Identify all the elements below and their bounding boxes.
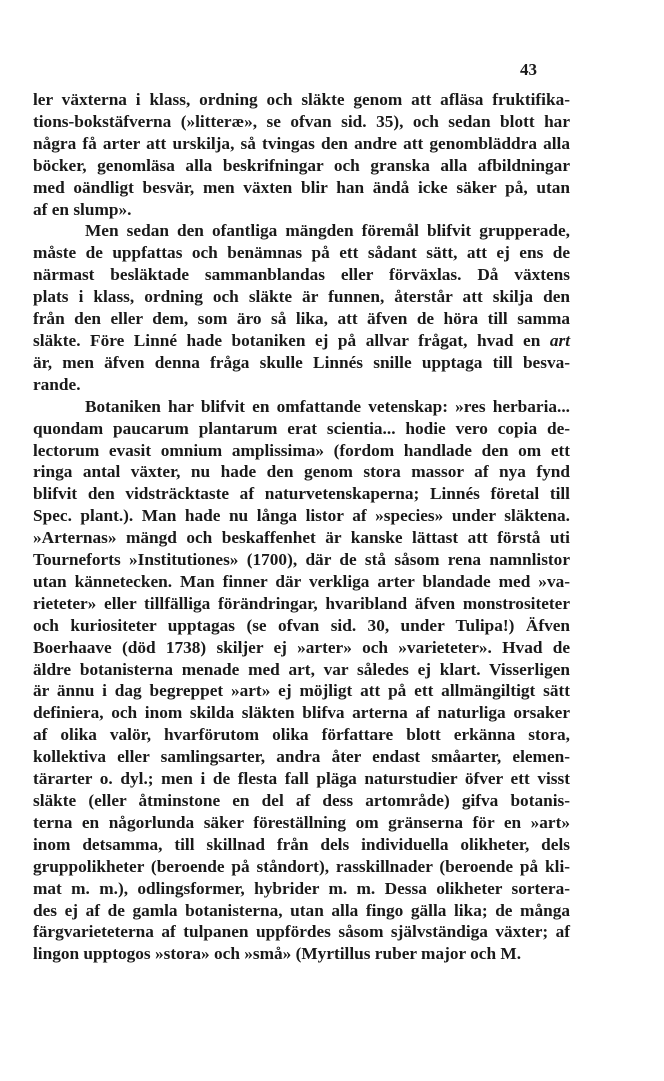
text-line: plats i klass, ordning och släkte är funnen, återstår att skilja den xyxy=(33,287,570,307)
body-text xyxy=(33,89,570,965)
text-line: blifvit den vidsträcktaste af naturvetenskaperna; Linnés företal till xyxy=(33,484,570,504)
text-line: lectorum evasit omnium amplissima» (fordom handlade den om ett xyxy=(33,440,570,460)
text-line xyxy=(33,330,570,352)
text-line: är ännu i dag begreppet »art» ej möjligt att på ett allmängiltigt sätt xyxy=(33,681,570,701)
text-line: terna en någorlunda säker föreställning om gränserna för en »art» xyxy=(33,812,570,832)
text-line: närmast besläktade sammanblandas eller förväxlas. Då växtens xyxy=(33,265,570,285)
text-line: med oändligt besvär, men växten blir han ändå icke säker på, utan xyxy=(33,177,570,197)
text-line: tions-bokstäfverna (»litteræ», se ofvan sid. 35), och sedan blott har xyxy=(33,111,570,131)
text-line: från den eller dem, som äro så lika, att äfven de höra till samma xyxy=(33,309,570,329)
text-line: Boerhaave (död 1738) skiljer ej »arter» och »varieteter». Hvad de xyxy=(33,637,570,657)
text-line: några få arter att urskilja, så tvingas den andre att genombläddra alla xyxy=(33,133,570,153)
text-line: kollektiva eller samlingsarter, andra åter endast småarter, elemen- xyxy=(33,747,570,767)
text-line: des ej af de gamla botanisterna, utan alla fingo gälla lika; de många xyxy=(33,900,570,920)
italic-term: art xyxy=(549,330,570,350)
text-line: måste de uppfattas och benämnas på ett sådant sätt, att ej ens de xyxy=(33,243,570,263)
text-line: af olika valör, hvarförutom olika författare blott erkänna stora, xyxy=(33,725,570,745)
text-line: äldre botanisterna menade med art, var således ej klart. Visserligen xyxy=(33,659,570,679)
text-line: är, men äfven denna fråga skulle Linnés snille upptaga till besva- xyxy=(33,352,570,372)
text-line: böcker, genomläsa alla beskrifningar och granska alla afbildningar xyxy=(33,155,570,175)
text-line: rieteter» eller tillfälliga förändringar, hvaribland äfven monstrositeter xyxy=(33,593,570,613)
text-line: Tourneforts »Institutiones» (1700), där de stå såsom rena namnlistor xyxy=(33,550,570,570)
text-line: släkte (eller åtminstone en del af dess artområde) gifva botanis- xyxy=(33,791,570,810)
text-line: gruppolikheter (beroende på ståndort), rasskillnader (beroende på kli- xyxy=(33,856,570,876)
text-line: mat m. m.), odlingsformer, hybrider m. m. Dessa olikheter sortera- xyxy=(33,878,570,898)
text-line: tärarter o. dyl.; men i de flesta fall pläga naturstudier öfver ett visst xyxy=(33,769,570,789)
text-line: Men sedan den ofantliga mängden föremål blifvit grupperade, xyxy=(85,221,570,241)
text-line: Botaniken har blifvit en omfattande vetenskap: »res herbaria... xyxy=(85,396,570,416)
text-line: färgvarieteterna af tulpanen uppfördes såsom självständiga växter; af xyxy=(33,922,570,942)
text-line: ringa antal växter, nu hade den genom stora massor af nya fynd xyxy=(33,462,570,482)
text-line: rande. xyxy=(33,374,81,394)
text-line: ler växterna i klass, ordning och släkte genom att afläsa fruktifika- xyxy=(33,90,570,109)
page-number: 43 xyxy=(520,60,537,79)
text-line: Spec. plant.). Man hade nu långa listor af »species» under släktena. xyxy=(33,506,570,526)
text-line: inom detsamma, till skillnad från dels individuella olikheter, dels xyxy=(33,834,570,854)
text-line: af en slump». xyxy=(33,199,132,219)
text-line: och kuriositeter upptagas (se ofvan sid. 30, under Tulipa!) Äfven xyxy=(33,615,570,635)
text-line: utan kännetecken. Man finner där verkliga arter blandade med »va- xyxy=(33,571,570,591)
text-line: quondam paucarum plantarum erat scientia... hodie vero copia de- xyxy=(33,418,570,438)
text-line: »Arternas» mängd och beskaffenhet är kanske lättast att förstå uti xyxy=(33,528,570,548)
text-line: lingon upptogos »stora» och »små» (Myrtillus ruber major och M. xyxy=(33,944,522,964)
text-line: definiera, och inom skilda släkten blifva arterna af naturliga orsaker xyxy=(33,703,570,723)
text-segment: släkte. Före Linné hade botaniken ej på allvar frågat, hvad en xyxy=(33,330,550,350)
